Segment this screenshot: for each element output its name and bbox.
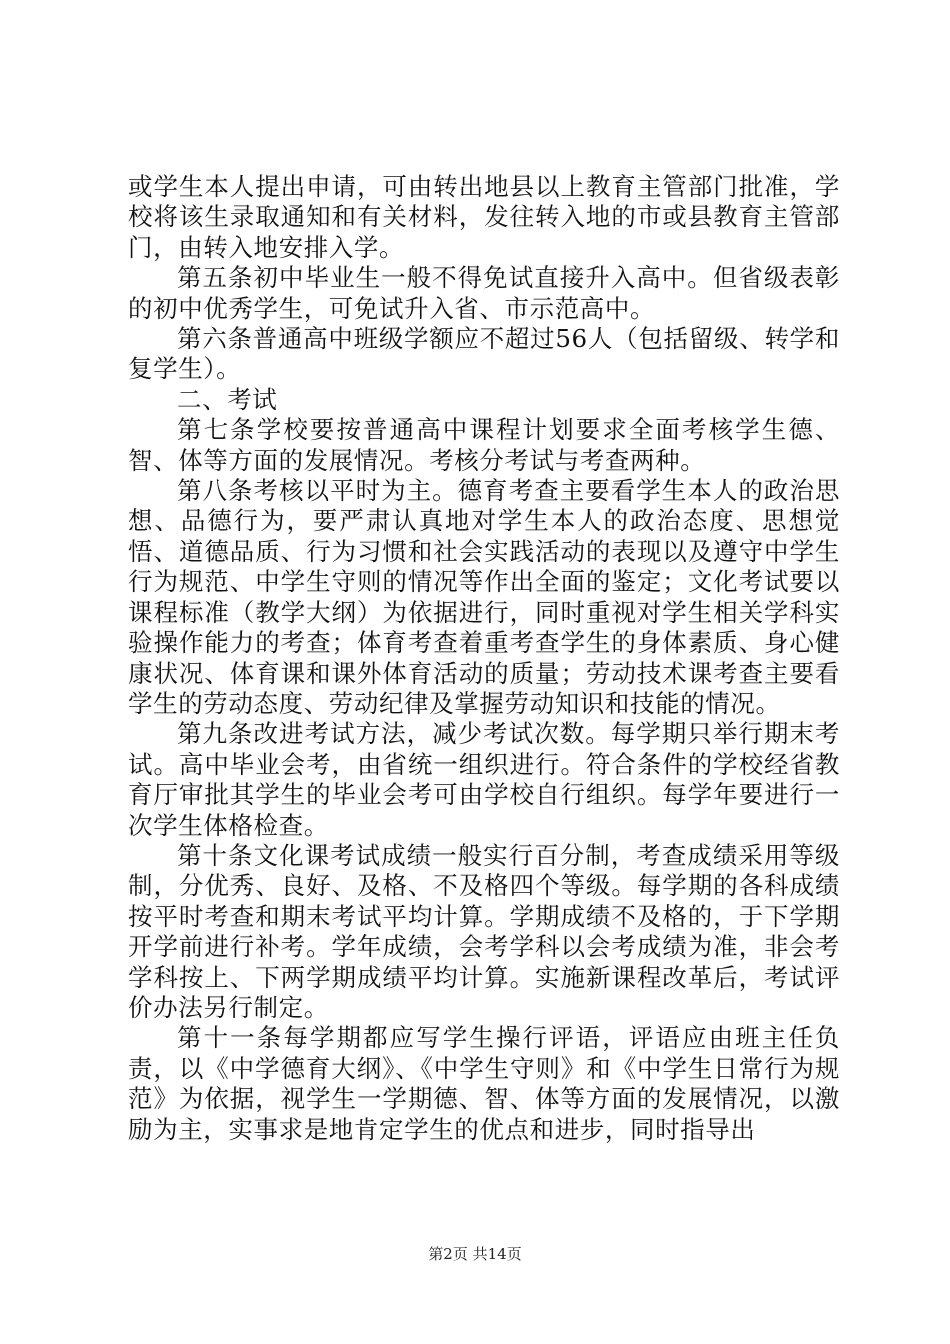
paragraph-article-6: 第六条普通高中班级学额应不超过56人（包括留级、转学和复学生）。: [128, 324, 840, 384]
paragraph-article-5: 第五条初中毕业生一般不得免试直接升入高中。但省级表彰的初中优秀学生，可免试升入省、市示范高中。: [128, 263, 840, 323]
document-body: [128, 172, 840, 1145]
paragraph-1: 或学生本人提出申请，可由转出地县以上教育主管部门批准，学校将该生录取通知和有关材料，发往转入地的市或县教育主管部门，由转入地安排入学。: [128, 172, 840, 262]
paragraph-article-7: 第七条学校要按普通高中课程计划要求全面考核学生德、智、体等方面的发展情况。考核分考试与考查两种。: [128, 415, 840, 475]
paragraph-article-10: 第十条文化课考试成绩一般实行百分制，考查成绩采用等级制，分优秀、良好、及格、不及格四个等级。每学期的各科成绩按平时考查和期末考试平均计算。学期成绩不及格的，于下学期开学前进行补考。学年成绩，会考学科以会考成绩为准，非会考学科按上、下两学期成绩平均计算。实施新课程改革后，考试评价办法另行制定。: [128, 840, 840, 1022]
section-heading-exams: 二、考试: [177, 384, 278, 414]
paragraph-article-9: 第九条改进考试方法，减少考试次数。每学期只举行期末考试。高中毕业会考，由省统一组织进行。符合条件的学校经省教育厅审批其学生的毕业会考可由学校自行组织。每学年要进行一次学生体格检查。: [128, 719, 840, 840]
paragraph-article-8: 第八条考核以平时为主。德育考查主要看学生本人的政治思想、品德行为，要严肃认真地对学生本人的政治态度、思想觉悟、道德品质、行为习惯和社会实践活动的表现以及遵守中学生行为规范、中学生守则的情况等作出全面的鉴定；文化考试要以课程标准（教学大纲）为依据进行，同时重视对学生相关学科实验操作能力的考查；体育考查着重考查学生的身体素质、身心健康状况、体育课和课外体育活动的质量；劳动技术课考查主要看学生的劳动态度、劳动纪律及掌握劳动知识和技能的情况。: [128, 476, 840, 718]
paragraph-article-11: 第十一条每学期都应写学生操行评语，评语应由班主任负责，以《中学德育大纲》、《中学生守则》和《中学生日常行为规范》为依据，视学生一学期德、智、体等方面的发展情况，以激励为主，实事求是地肯定学生的优点和进步，同时指导出: [128, 1023, 840, 1144]
page-number-footer: 第2页 共14页: [428, 1245, 522, 1263]
